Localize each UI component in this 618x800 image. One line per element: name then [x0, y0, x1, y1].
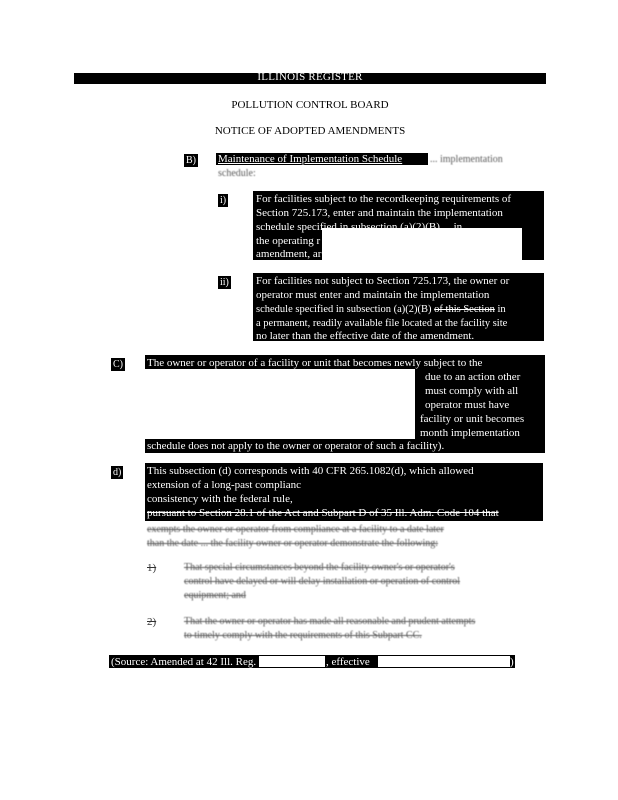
item-b-ii-line-5: no later than the effective date of the amendment. — [256, 330, 475, 342]
item-b-title: Maintenance of Implementation Schedule — [218, 153, 403, 165]
notice-title: NOTICE OF ADOPTED AMENDMENTS — [214, 125, 406, 137]
item-d-line-2: extension of a long-past complianc — [147, 479, 301, 491]
item-d-line-6: than the date ... the facility owner or operator demonstrate the following: — [147, 538, 439, 549]
source-gap-1 — [259, 656, 325, 667]
item-c-line-4: operator must have — [425, 399, 510, 411]
item-d-2-label: 2) — [147, 616, 157, 628]
source-gap-2 — [378, 656, 510, 667]
item-b-ii-struck: of this Section — [434, 304, 495, 315]
item-b-i-line-1: For facilities subject to the recordkeeping requirements of — [256, 193, 512, 205]
item-b-ii-line-1: For facilities not subject to Section 725.173, the owner or — [256, 275, 510, 287]
item-b-ii-label: ii) — [220, 277, 229, 288]
item-d-line-3: consistency with the federal rule, — [147, 493, 293, 505]
item-c-line-6: month implementation — [420, 427, 520, 439]
item-d-1-label: 1) — [147, 562, 157, 574]
item-d-label: d) — [113, 467, 122, 478]
source-middle: , effective — [326, 656, 370, 668]
item-d-1-line-1: That special circumstances beyond the facility owner's or operator's — [184, 562, 455, 573]
item-b-line2: schedule: — [218, 168, 256, 179]
item-b-i-line-4: the operating r — [256, 235, 321, 247]
item-b-ii-line-3 — [256, 304, 506, 315]
item-d-line-1: This subsection (d) corresponds with 40 CFR 265.1082(d), which allowed — [147, 465, 474, 477]
item-b-i-label: i) — [220, 195, 227, 206]
source-prefix: (Source: Amended at 42 Ill. Reg. — [111, 656, 257, 668]
item-c-gap — [145, 369, 415, 439]
item-d-2-line-1: That the owner or operator has made all reasonable and prudent attempts — [184, 616, 476, 627]
item-b-title-rest: ... implementation — [430, 154, 503, 165]
source-suffix: ) — [510, 656, 514, 668]
item-d-2-line-2: to timely comply with the requirements of this Subpart CC. — [184, 630, 422, 641]
board-name: POLLUTION CONTROL BOARD — [231, 99, 389, 111]
item-b-i-line-5: amendment, ar — [256, 248, 322, 260]
item-b-ii-line-4: a permanent, readily available file located at the facility site — [256, 318, 508, 329]
item-b-i-line-2: Section 725.173, enter and maintain the implementation — [256, 207, 503, 219]
item-b-ii-line-3-b: in — [497, 304, 506, 315]
item-d-line-5: exempts the owner or operator from compliance at a facility to a date later — [147, 524, 444, 535]
item-d-1-line-3: equipment; and — [184, 590, 246, 601]
item-b-ii-line-2: operator must enter and maintain the implementation — [256, 289, 490, 301]
item-d-line-4: pursuant to Section 28.1 of the Act and Subpart D of 35 Ill. Adm. Code 104 that — [147, 507, 499, 519]
item-c-line-3: must comply with all — [425, 385, 519, 397]
item-b-ii-line-3-a: schedule specified in subsection (a)(2)(B) — [256, 304, 432, 315]
item-d-1-line-2: control have delayed or will delay installation or operation of control — [184, 576, 461, 587]
item-c-label: C) — [113, 359, 123, 370]
item-c-line-7: schedule does not apply to the owner or operator of such a facility). — [147, 440, 445, 452]
item-b-label: B) — [186, 155, 196, 166]
register-title: ILLINOIS REGISTER — [257, 71, 363, 83]
item-c-line-1: The owner or operator of a facility or unit that becomes newly subject to the — [147, 357, 483, 369]
item-b-i-line-3: schedule specified in subsection (a)(2)(B) ... in — [256, 221, 463, 233]
item-c-line-5: facility or unit becomes — [420, 413, 525, 425]
item-c-line-2: due to an action other — [425, 371, 521, 383]
